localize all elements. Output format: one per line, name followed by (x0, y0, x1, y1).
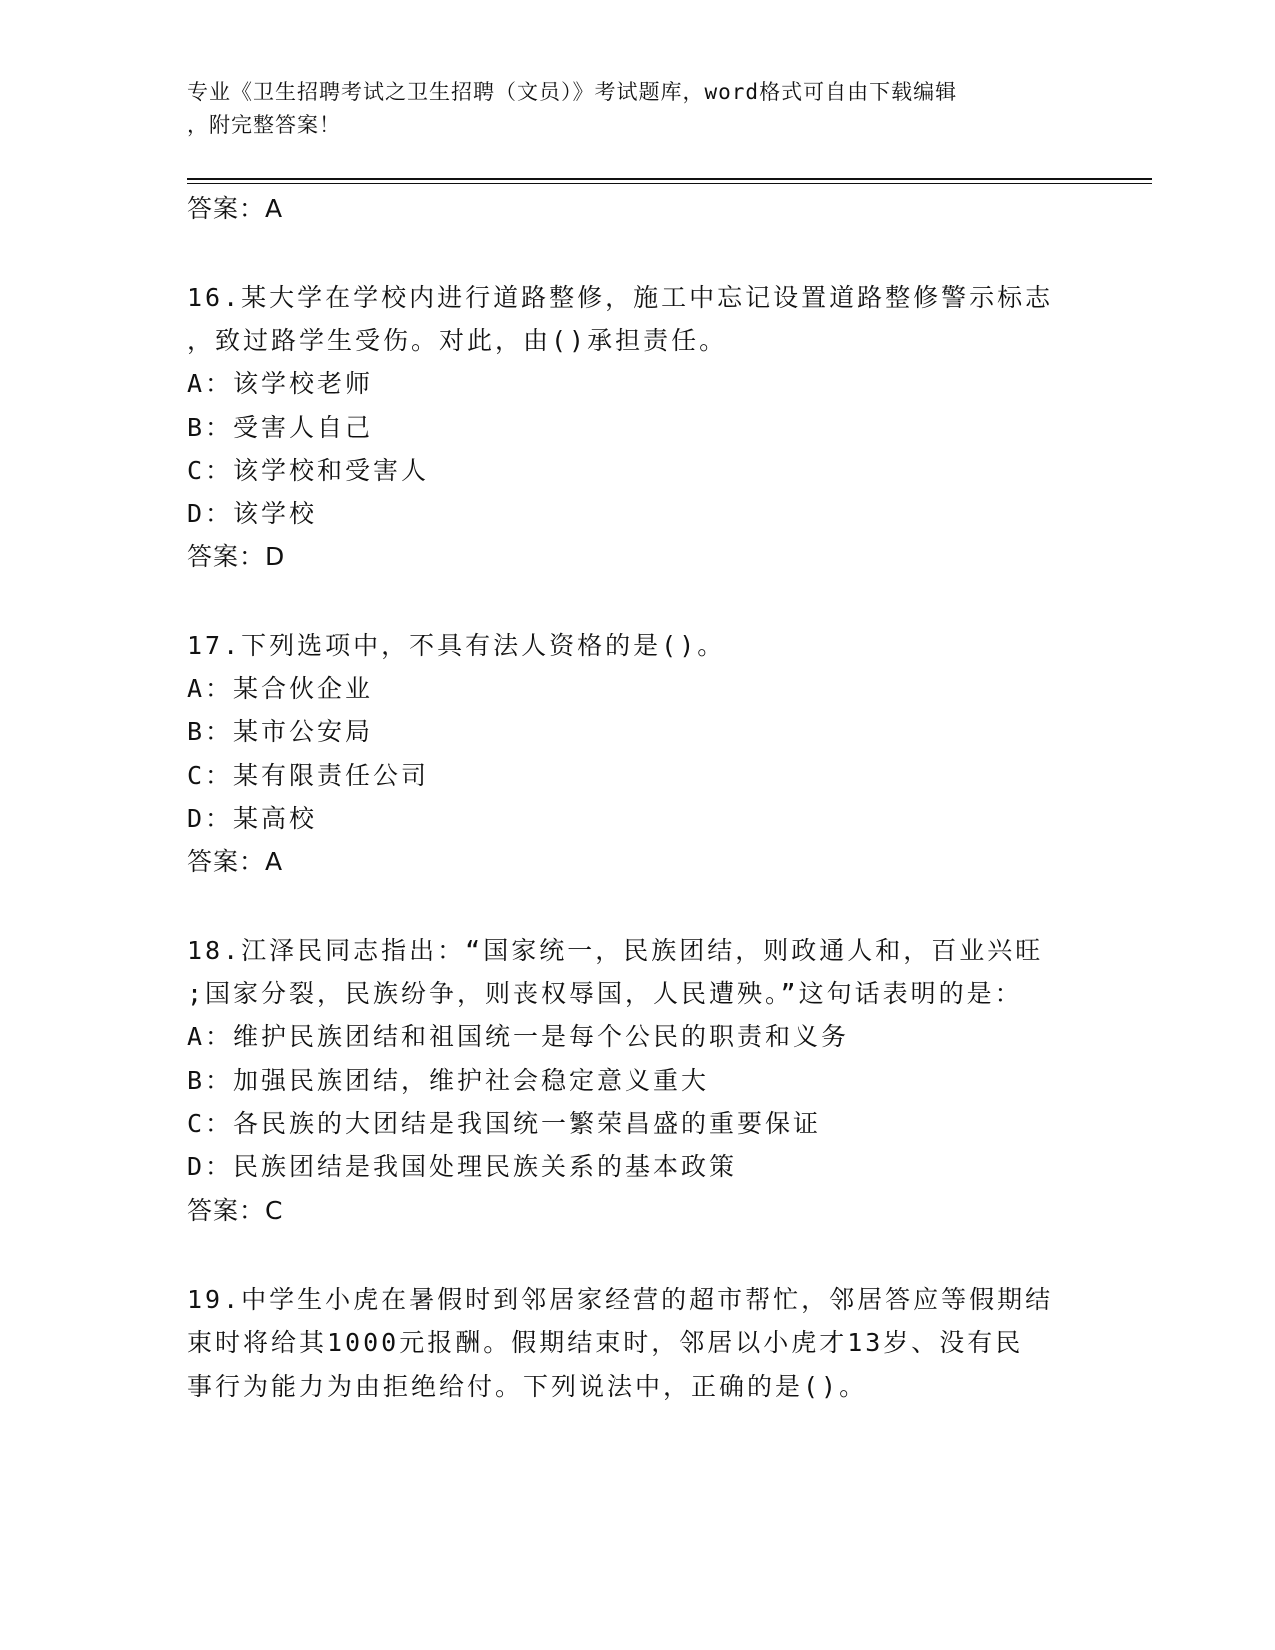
document-header (187, 76, 1087, 142)
header-line-1: 专业《卫生招聘考试之卫生招聘（文员）》考试题库，word格式可自由下载编辑 (187, 80, 958, 104)
q16-option-b: B：受害人自己 (187, 413, 374, 442)
q16-answer: 答案：D (187, 542, 286, 571)
q16-option-d: D：该学校 (187, 499, 318, 528)
header-divider (187, 178, 1152, 180)
q17-option-a: A：某合伙企业 (187, 674, 374, 703)
q16-stem-line-2: ，致过路学生受伤。对此，由()承担责任。 (187, 326, 728, 355)
q18-stem-line-2: ;国家分裂，民族纷争，则丧权辱国，人民遭殃。”这句话表明的是： (187, 979, 1023, 1008)
q18-option-b: B：加强民族团结，维护社会稳定意义重大 (187, 1066, 710, 1095)
q16-stem-line-1: 16.某大学在学校内进行道路整修，施工中忘记设置道路整修警示标志 (187, 283, 1054, 312)
q17-option-b: B：某市公安局 (187, 717, 374, 746)
q16-option-c: C：该学校和受害人 (187, 456, 430, 485)
header-line-2: ，附完整答案！ (187, 113, 341, 137)
q17-stem-line-1: 17.下列选项中，不具有法人资格的是()。 (187, 631, 726, 660)
q19-stem-line-2: 束时将给其1000元报酬。假期结束时，邻居以小虎才13岁、没有民 (187, 1328, 1024, 1357)
prev-answer: 答案：A (187, 194, 284, 223)
q19-stem-line-3: 事行为能力为由拒绝给付。下列说法中，正确的是()。 (187, 1372, 868, 1401)
q17-answer: 答案：A (187, 847, 284, 876)
q18-option-c: C：各民族的大团结是我国统一繁荣昌盛的重要保证 (187, 1109, 822, 1138)
q18-option-a: A：维护民族团结和祖国统一是每个公民的职责和义务 (187, 1022, 850, 1051)
q18-option-d: D：民族团结是我国处理民族关系的基本政策 (187, 1152, 738, 1181)
q17-option-d: D：某高校 (187, 804, 318, 833)
q19-stem-line-1: 19.中学生小虎在暑假时到邻居家经营的超市帮忙，邻居答应等假期结 (187, 1285, 1054, 1314)
q18-answer: 答案：C (187, 1196, 284, 1225)
q16-option-a: A：该学校老师 (187, 369, 374, 398)
q17-option-c: C：某有限责任公司 (187, 761, 430, 790)
q18-stem-line-1: 18.江泽民同志指出：“国家统一，民族团结，则政通人和，百业兴旺 (187, 936, 1044, 965)
header-divider-thin (187, 183, 1152, 184)
